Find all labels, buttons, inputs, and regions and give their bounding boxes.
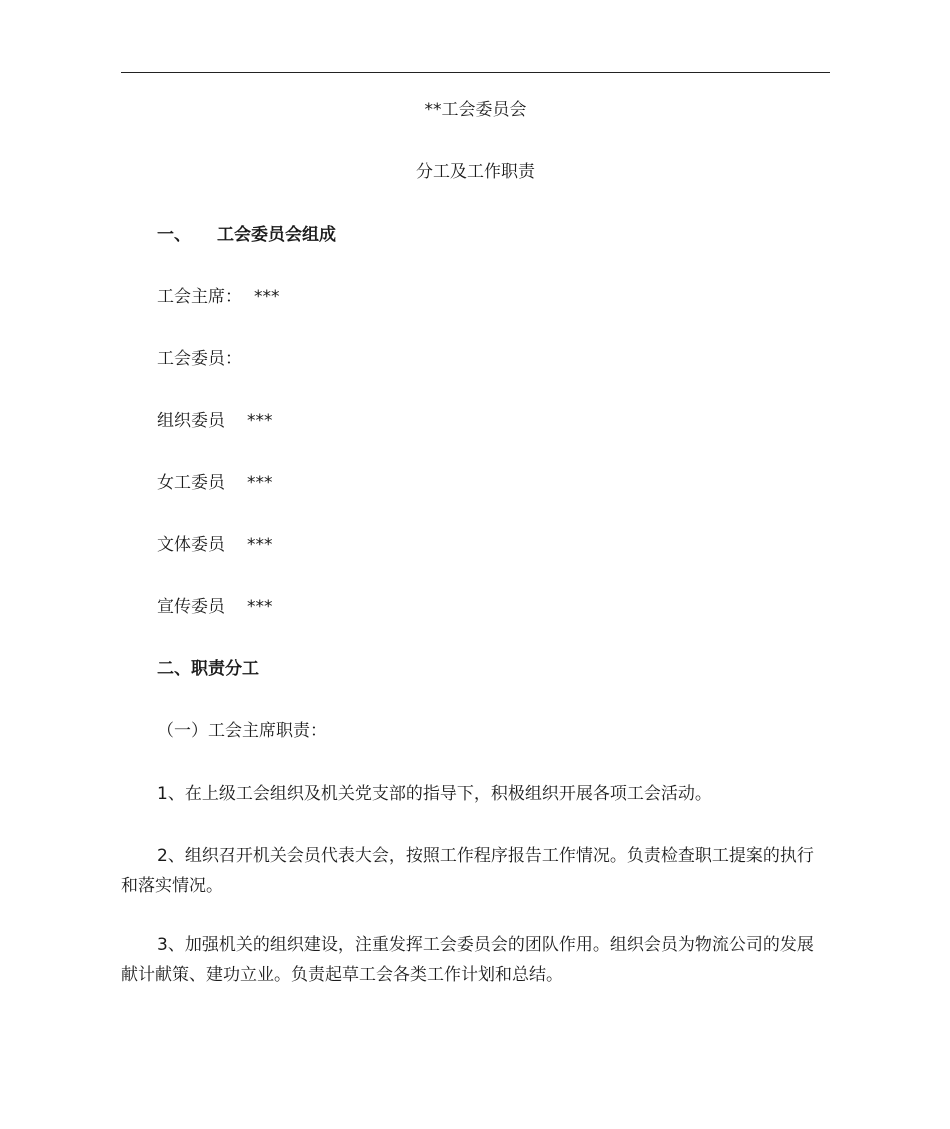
member-name: *** [247, 597, 273, 617]
section-1-number: 一、 [157, 225, 191, 245]
document-title: **工会委员会 [424, 100, 527, 120]
member-row [157, 473, 273, 493]
member-name: *** [247, 411, 273, 431]
chairman-name: *** [254, 287, 280, 307]
document-subtitle: 分工及工作职责 [416, 162, 535, 182]
member-role: 女工委员 [157, 473, 225, 493]
duty-item-1: 1、在上级工会组织及机关党支部的指导下，积极组织开展各项工会活动。 [157, 784, 712, 804]
duty-item-2: 2、组织召开机关会员代表大会，按照工作程序报告工作情况。负责检查职工提案的执行和落实情况。 [121, 846, 814, 896]
section-1-title: 工会委员会组成 [217, 225, 336, 245]
member-role: 组织委员 [157, 411, 225, 431]
member-role: 宣传委员 [157, 597, 225, 617]
section-2-heading: 二、职责分工 [157, 659, 259, 679]
member-role: 文体委员 [157, 535, 225, 555]
members-label: 工会委员： [157, 349, 242, 369]
member-row [157, 535, 273, 555]
section-2-subheading: （一）工会主席职责： [157, 721, 327, 741]
member-row [157, 411, 273, 431]
chairman-row [157, 287, 280, 307]
section-1-heading [157, 225, 336, 245]
member-name: *** [247, 473, 273, 493]
member-row [157, 597, 273, 617]
duty-item-3: 3、加强机关的组织建设，注重发挥工会委员会的团队作用。组织会员为物流公司的发展献计献策、建功立业。负责起草工会各类工作计划和总结。 [121, 935, 814, 985]
chairman-label: 工会主席： [157, 287, 242, 307]
member-name: *** [247, 535, 273, 555]
header-rule [121, 72, 830, 73]
